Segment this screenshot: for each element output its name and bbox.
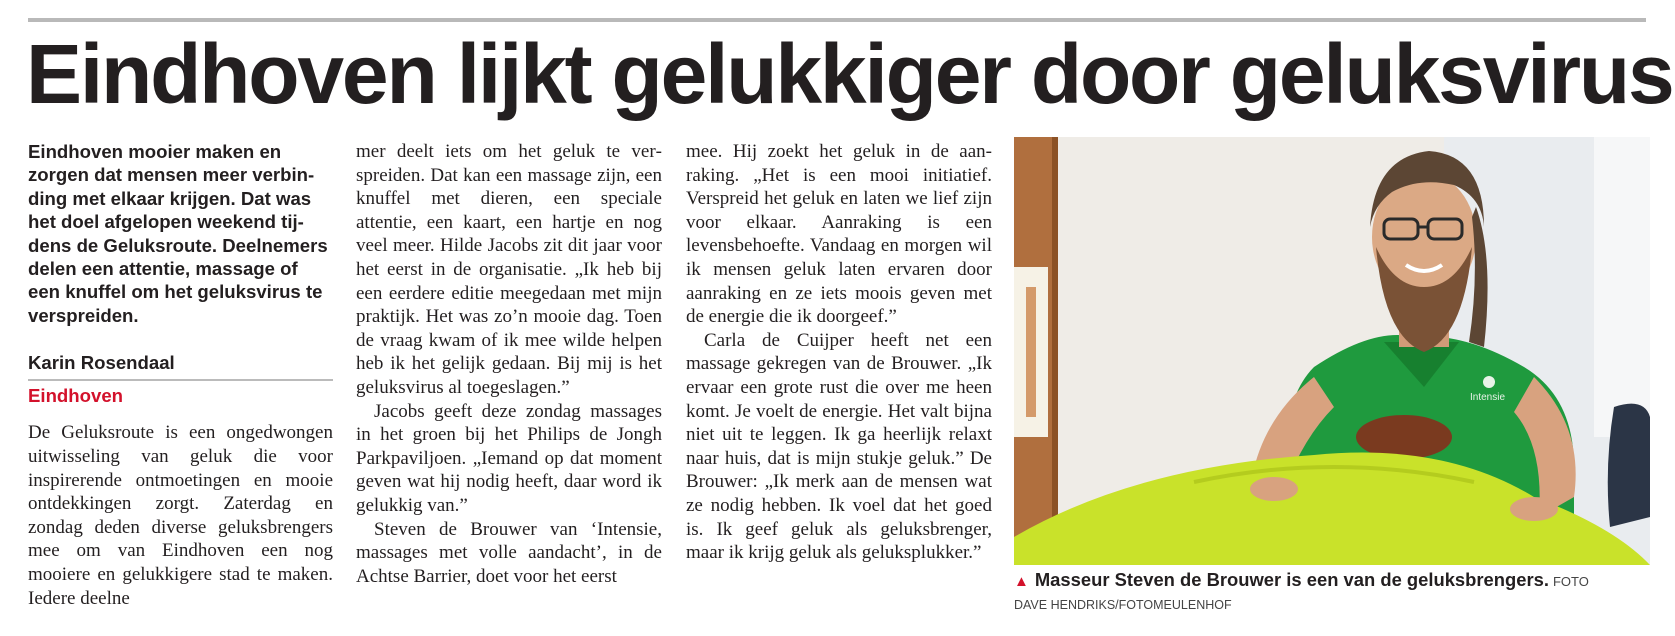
headline: Eindhoven lijkt gelukkiger door geluksvirus [26, 27, 1673, 121]
body-paragraph: Jacobs geeft deze zondag massages in het groen bij het Philips de Jongh Parkpaviljoen. „Iemand op dat moment geven wat hij nodig heeft, daar word ik gelukkig van.” [356, 400, 662, 516]
body-paragraph: mee. Hij zoekt het geluk in de aanraking. „Het is een mooi initiatief. Verspreid het geluk en laten we lief zijn voor elkaar. Aanraking is een levensbehoefte. Vandaag en morgen wil ik mensen geluk laten ervaren door aanraking en ze iets moois geven met de energie die ik doorgeef.” [686, 141, 992, 328]
author-byline: Karin Rosendaal [28, 351, 333, 381]
top-rule [28, 18, 1646, 22]
body-paragraph: Steven de Brouwer van ‘Intensie, massages met volle aandacht’, in de Achtse Barrier, doet voor het eerst [356, 518, 662, 587]
body-paragraph: mer deelt iets om het geluk te verspreiden. Dat kan een massage zijn, een knuffel met dieren, een speciale attentie, een kaart, een hartje en nog veel meer. Hilde Jacobs zit dit jaar voor het eerst in de organisatie. „Ik heb bij een eerdere editie meegedaan met mijn praktijk. Het was zo’n mooie dag. Toen de vraag kwam of ik mee wilde helpen heb ik het gelijk gedaan. Bij mij is het geluksvirus al toegeslagen.” [356, 141, 662, 398]
shirt-logo-text: Intensie [1470, 392, 1506, 403]
body-paragraph: De Geluksroute is een ongedwongen uitwisseling van geluk die voor inspirerende ontmoetingen en mooie ontdekkingen zorgt. Zaterdag en zondag deden diverse geluksbrengers mee om van Eindhoven een nog mooiere en gelukkigere stad te maken. Iedere deelne [28, 422, 333, 609]
intro-lead: Eindhoven mooier maken en zorgen dat mensen meer verbinding met elkaar krijgen. Dat was het doel afgelopen weekend tijdens de Geluksroute. Deelnemers delen een attentie, massage of een knuffel om het geluksvirus te verspreiden. [28, 141, 328, 326]
photo-credit: DAVE HENDRIKS/FOTOMEULENHOF [1014, 598, 1232, 612]
article-column-2 [356, 140, 662, 588]
article-photo [1014, 137, 1650, 565]
photo-caption [1014, 569, 1654, 591]
caption-triangle-icon: ▲ [1014, 573, 1029, 590]
photo-credit-label: FOTO [1552, 574, 1589, 589]
location-dateline: Eindhoven [28, 384, 124, 406]
caption-text: Masseur Steven de Brouwer is een van de geluksbrengers. [1034, 569, 1549, 590]
body-paragraph: Carla de Cuijper heeft net een massage gekregen van de Brouwer. „Ik ervaar een grote rust die over me heen komt. Je voelt de energie. Het valt bijna niet uit te leggen. Ik ga heerlijk relaxt naar huis, dat is mijn stukje geluk.” De Brouwer: „Ik merk aan de mensen wat ze nodig hebben. Ik voel dat het goed is. Ik geef geluk als geluksbrenger, maar ik krijg geluk als geluksplukker.” [686, 329, 992, 564]
masseur-photo-illustration [1014, 137, 1650, 565]
article-column-3 [686, 140, 992, 565]
article-column-1 [28, 140, 333, 610]
